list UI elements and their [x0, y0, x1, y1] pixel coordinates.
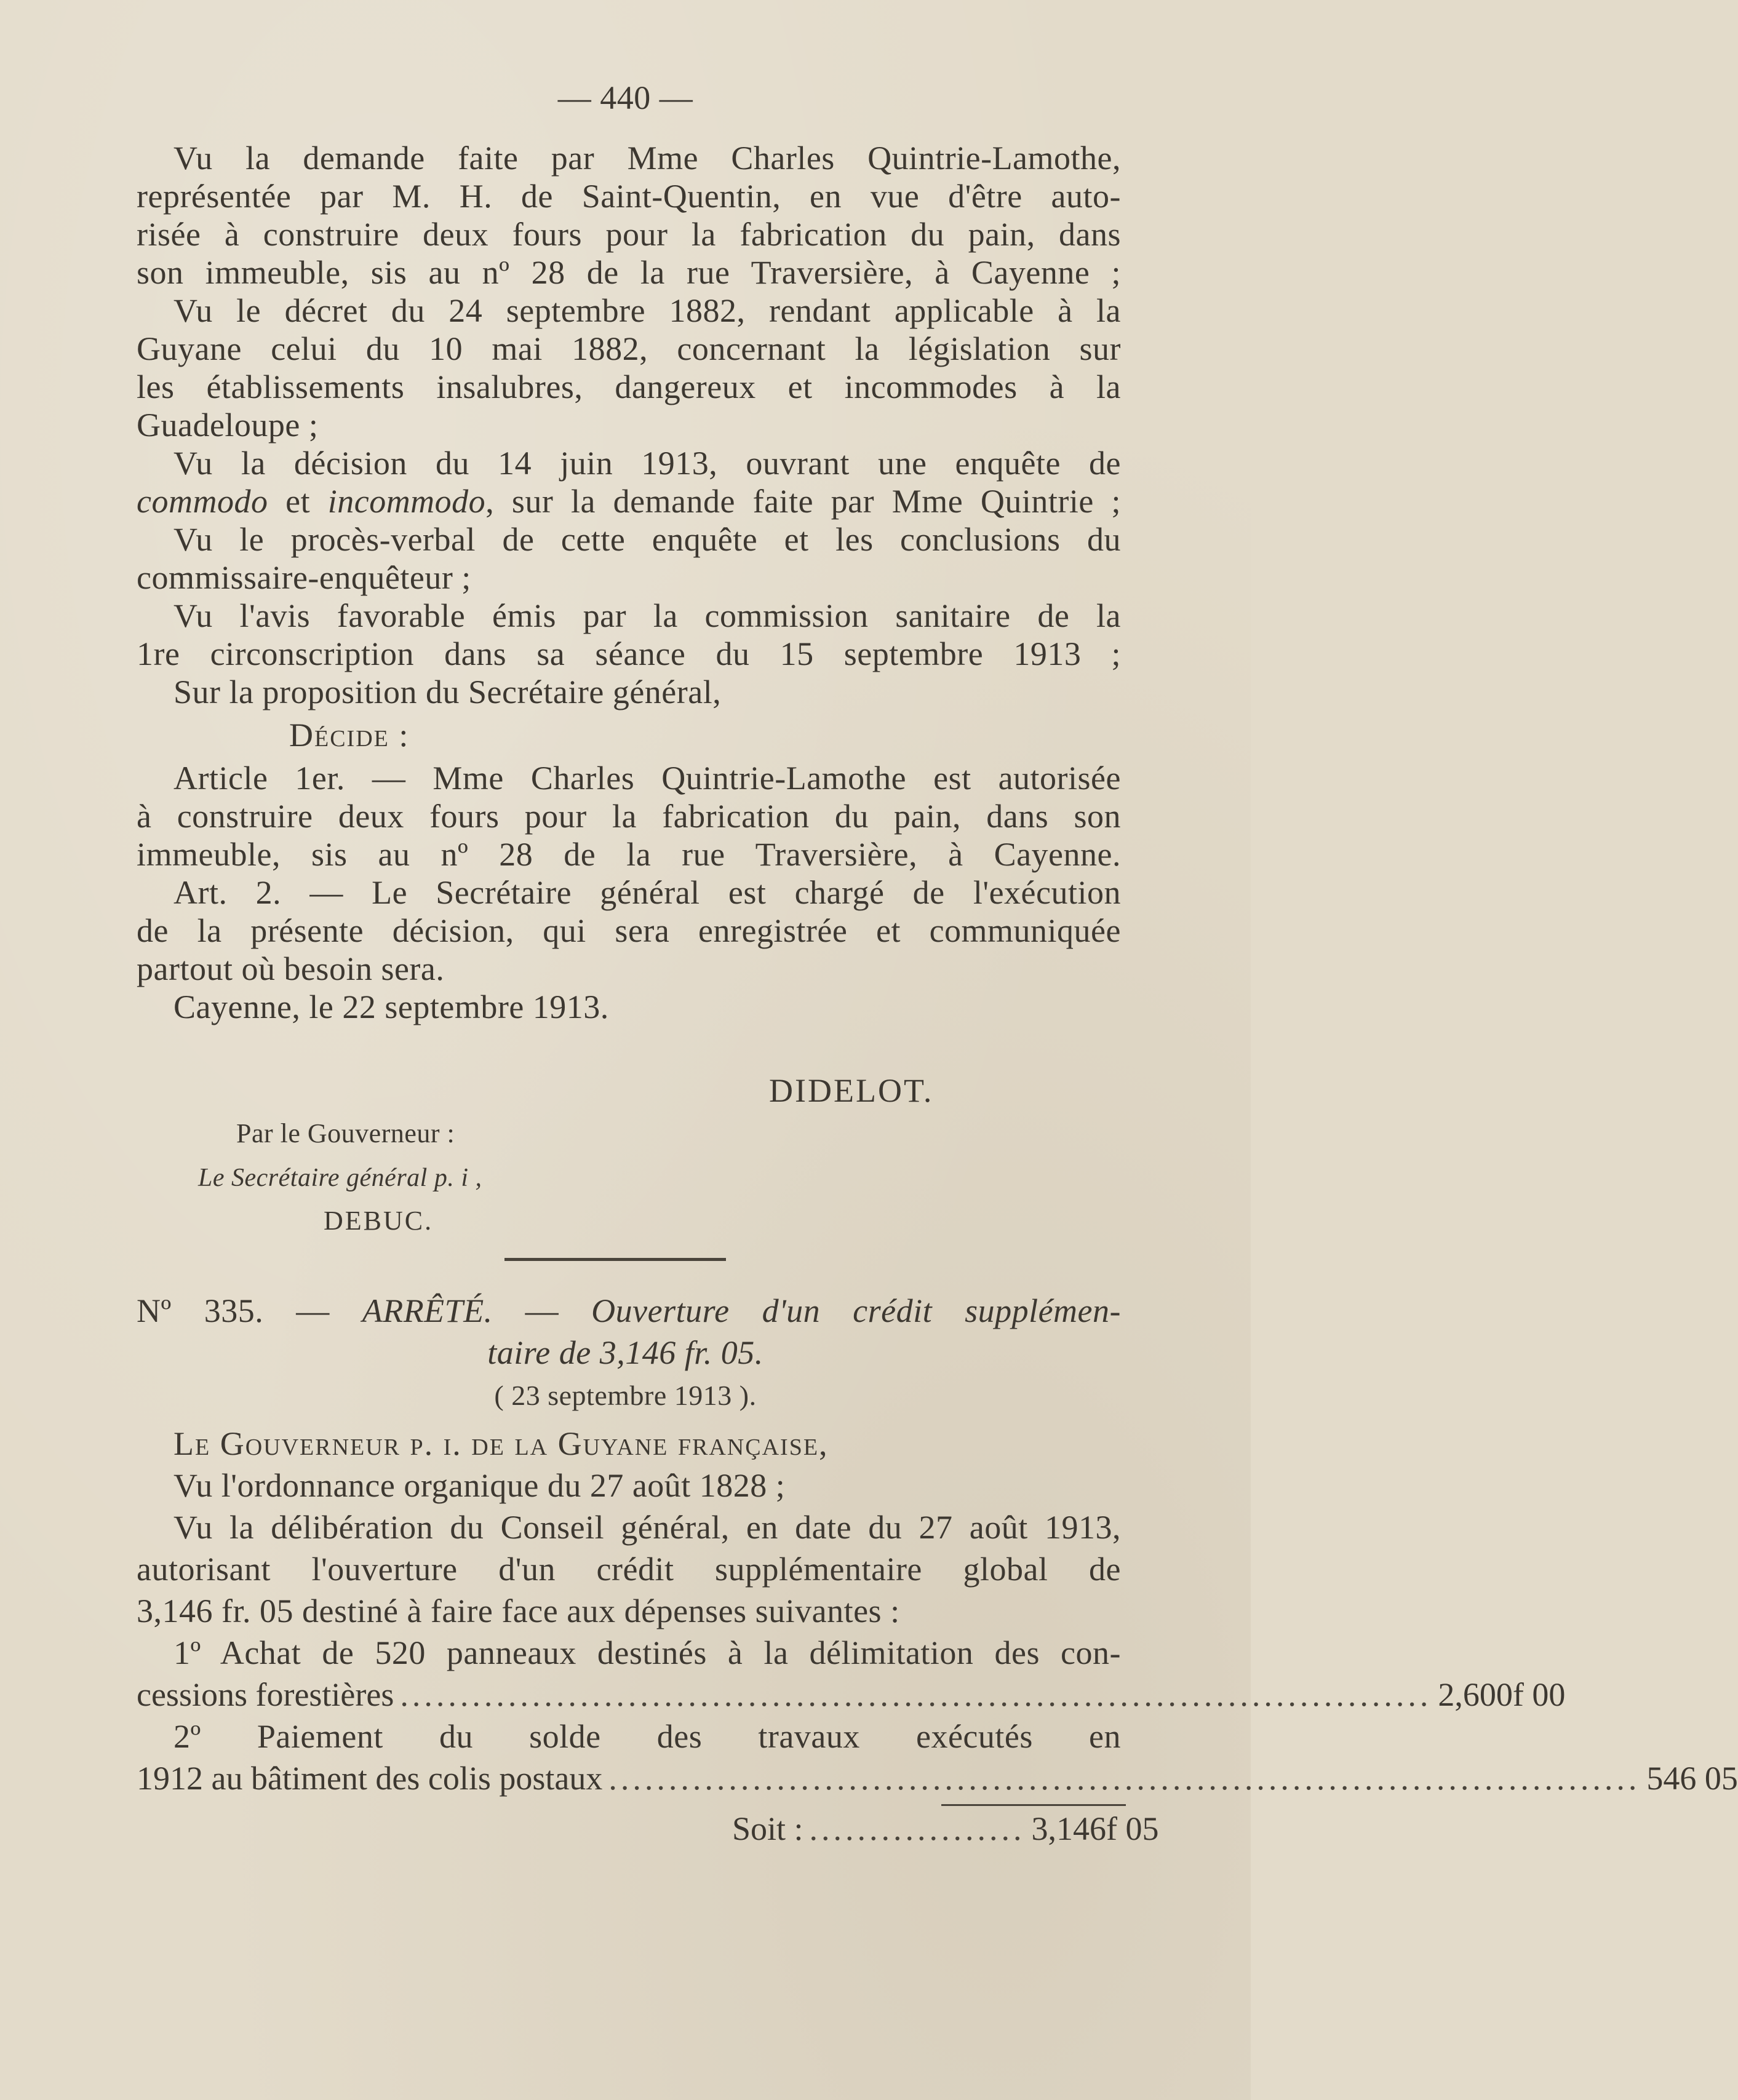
text-fragment: et	[268, 483, 328, 520]
dot-leader: ..................	[809, 1810, 1026, 1847]
arrete-number: Nº 335.	[137, 1292, 264, 1329]
secretary-title: Le Secrétaire général p. i ,	[198, 1164, 482, 1192]
expense-row	[137, 1759, 1738, 1797]
total-amount: 3,146f 05	[1031, 1810, 1159, 1847]
arrete-kind: ARRÊTÉ.	[362, 1292, 493, 1329]
text-line: représentée par M. H. de Saint-Quentin, en vue d'être auto-	[137, 178, 1121, 215]
text-line: commissaire-enquêteur ;	[137, 559, 471, 596]
text-line: 2º Paiement du solde des travaux exécutés en	[173, 1718, 1121, 1755]
expense-label: cessions forestières	[137, 1676, 394, 1713]
arrete-subject: Ouverture d'un crédit supplémen-	[591, 1292, 1122, 1329]
text-line: Le Gouverneur p. i. de la Guyane française,	[173, 1425, 829, 1462]
text-line: Article 1er. — Mme Charles Quintrie-Lamothe est autorisée	[173, 760, 1121, 797]
arrete-heading	[137, 1292, 1121, 1330]
text-line: risée à construire deux fours pour la fabrication du pain, dans	[137, 216, 1121, 253]
text-line: partout où besoin sera.	[137, 950, 445, 987]
arrete-date: ( 23 septembre 1913 ).	[494, 1380, 757, 1411]
dot-leader: ......................................................................................	[400, 1676, 1432, 1713]
text-line: Vu la demande faite par Mme Charles Quintrie-Lamothe,	[173, 140, 1121, 177]
text-line: Art. 2. — Le Secrétaire général est chargé de l'exécution	[173, 874, 1121, 911]
dash: —	[263, 1292, 362, 1329]
text-line: Vu la délibération du Conseil général, en date du 27 août 1913,	[173, 1509, 1121, 1546]
text-line: Sur la proposition du Secrétaire général,	[173, 674, 722, 710]
text-line: autorisant l'ouverture d'un crédit supplémentaire global de	[137, 1551, 1121, 1588]
place-date: Cayenne, le 22 septembre 1913.	[173, 988, 609, 1025]
text-line: immeuble, sis au nº 28 de la rue Traversière, à Cayenne.	[137, 836, 1121, 873]
text-line: de la présente décision, qui sera enregistrée et communiquée	[137, 912, 1121, 949]
text-line: son immeuble, sis au nº 28 de la rue Traversière, à Cayenne ;	[137, 254, 1121, 291]
decide-heading: Décide :	[289, 717, 410, 754]
secretary-name: DEBUC.	[324, 1206, 434, 1236]
total-row	[732, 1810, 1159, 1848]
dot-leader: ......................................................................................	[608, 1760, 1641, 1797]
text-line: 1re circonscription dans sa séance du 15 septembre 1913 ;	[137, 635, 1121, 672]
text-line: 1º Achat de 520 panneaux destinés à la délimitation des con-	[173, 1634, 1121, 1671]
total-label: Soit :	[732, 1810, 803, 1847]
text-line: Vu l'ordonnance organique du 27 août 1828 ;	[173, 1467, 786, 1504]
expense-amount: 2,600f 00	[1438, 1676, 1566, 1713]
expense-row	[137, 1676, 1566, 1714]
expense-label: 1912 au bâtiment des colis postaux	[137, 1760, 603, 1797]
text-line	[137, 482, 1121, 520]
text-line: Guadeloupe ;	[137, 407, 319, 443]
latin-term: incommodo	[327, 483, 486, 520]
text-line: Vu le décret du 24 septembre 1882, rendant applicable à la	[173, 292, 1121, 329]
dash: —	[492, 1292, 592, 1329]
section-divider	[504, 1258, 726, 1261]
sum-rule	[941, 1804, 1126, 1806]
text-line: Vu l'avis favorable émis par la commission sanitaire de la	[173, 597, 1121, 634]
text-line: 3,146 fr. 05 destiné à faire face aux dépenses suivantes :	[137, 1593, 900, 1629]
text-fragment: , sur la demande faite par Mme Quintrie ;	[485, 483, 1121, 520]
text-line: les établissements insalubres, dangereux et incommodes à la	[137, 368, 1121, 405]
text-line: Guyane celui du 10 mai 1882, concernant la législation sur	[137, 330, 1121, 367]
signature: DIDELOT.	[769, 1072, 934, 1109]
text-line: Vu la décision du 14 juin 1913, ouvrant une enquête de	[173, 445, 1121, 482]
arrete-subject-cont: taire de 3,146 fr. 05.	[487, 1334, 763, 1371]
latin-term: commodo	[137, 483, 268, 520]
expense-amount: 546 05	[1646, 1760, 1738, 1797]
text-line: Vu le procès-verbal de cette enquête et les conclusions du	[173, 521, 1121, 558]
page-number: — 440 —	[557, 79, 693, 116]
text-line: à construire deux fours pour la fabrication du pain, dans son	[137, 798, 1121, 835]
by-governor: Par le Gouverneur :	[236, 1118, 455, 1148]
